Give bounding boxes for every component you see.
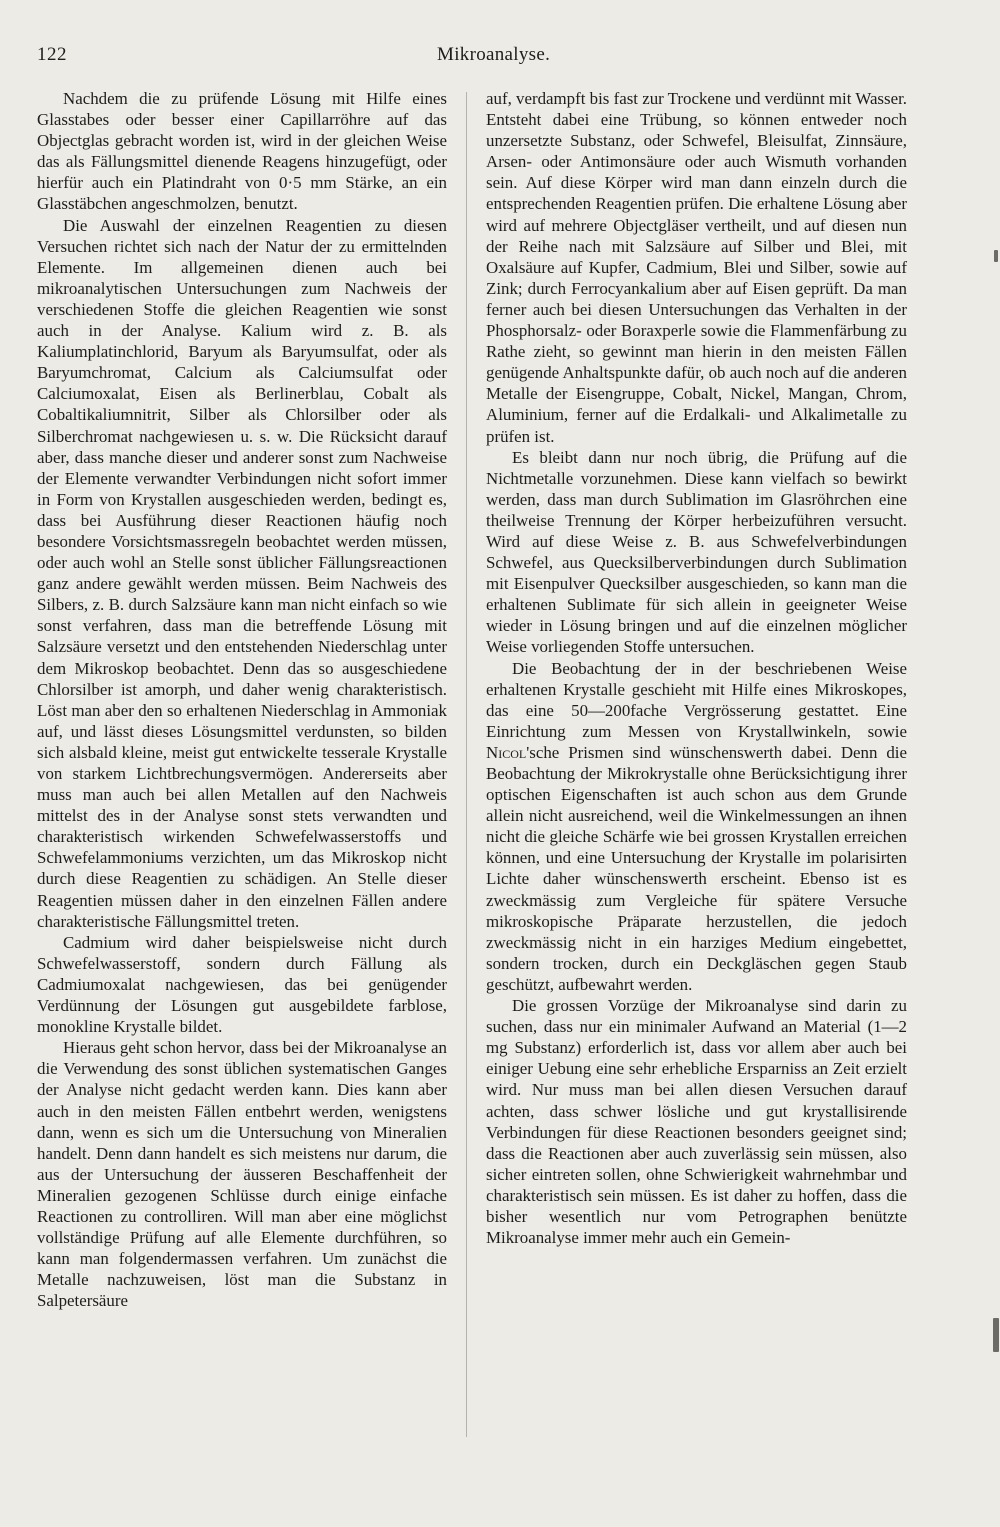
- paragraph: Cadmium wird daher beispielsweise nicht durch Schwefelwasserstoff, sondern durch Fällung als Cadmiumoxalat nachgewiesen, das bei genügender Verdünnung der Lösungen gut ausgebildete farblose, monokline Krystalle bildet.: [37, 932, 447, 1037]
- author-name: Nicol: [486, 742, 527, 762]
- paragraph: auf, verdampft bis fast zur Trockene und verdünnt mit Wasser. Entsteht dabei eine Trübung, so können entweder noch unzersetzte Substanz, oder Schwefel, Bleisulfat, Zinnsäure, Arsen- oder Antimonsäure oder auch Wismuth vorhanden sein. Auf diese Körper wird man dann einzeln durch die entsprechenden Reagentien prüfen. Die erhaltene Lösung aber wird auf mehrere Objectgläser vertheilt, und auf diesen nun der Reihe nach mit Salzsäure auf Silber und Blei, mit Oxalsäure auf Kupfer, Cadmium, Blei und Silber, sowie auf Zink; durch Ferrocyankalium aber auf Eisen geprüft. Da man ferner auch bei diesen Untersuchungen das Verhalten in der Phosphorsalz- oder Boraxperle sowie die Flammenfärbung zu Rathe zieht, so gewinnt man hierin in den meisten Fällen genügende Anhaltspunkte dafür, ob auch noch auf die anderen Metalle der Eisengruppe, Cobalt, Nickel, Mangan, Chrom, Aluminium, ferner auf die Erdalkali- und Alkalimetalle zu prüfen ist.: [486, 89, 907, 446]
- column-divider: [466, 92, 467, 1437]
- paragraph: Es bleibt dann nur noch übrig, die Prüfung auf die Nichtmetalle vorzunehmen. Diese kann vielfach so bewirkt werden, dass man durch Sublimation im Glasröhrchen eine theilweise Trennung der Körper herbeizuführen versucht. Wird auf diese Weise z. B. aus Schwefelverbindungen Schwefel, aus Quecksilberverbindungen durch Sublimation mit Eisenpulver Quecksilber ausgeschieden, so kann man die erhaltenen Sublimate für sich allein in geeigneter Weise wieder in Lösung bringen und auf die einzelnen möglicher Weise vorliegenden Stoffe untersuchen.: [486, 447, 907, 657]
- paragraph-text: Die Beobachtung der in der beschriebenen Weise erhaltenen Krystalle geschieht mit Hilfe eines Mikroskopes, das eine 50—200fache Vergrösserung gestattet. Eine Einrichtung zum Messen von Krystallwinkeln, sowie: [486, 658, 907, 741]
- running-title: Mikroanalyse.: [437, 44, 551, 65]
- paragraph: [486, 658, 907, 996]
- paragraph-text: 'sche Prismen sind wünschenswerth dabei. Denn die Beobachtung der Mikrokrystalle ohne Berücksichtigung ihrer optischen Eigenschaften ist auch schon aus dem Grunde allein nicht ausreichend, weil die Winkelmessungen an ihnen nicht die gleiche Schärfe wie bei grossen Krystallen erreichen können, und eine Untersuchung der Krystalle im polarisirten Lichte daher wünschenswerth erscheint. Ebenso ist es zweckmässig zum Vergleiche für spätere Versuche mikroskopische Präparate herzustellen, die jedoch zweckmässig nicht in ein harziges Medium eingebettet, sondern trocken, durch ein Deckgläschen gegen Staub geschützt, aufbewahrt werden.: [486, 742, 907, 994]
- page-edge-mark: [994, 250, 998, 262]
- paragraph: Nachdem die zu prüfende Lösung mit Hilfe eines Glasstabes oder besser einer Capillarröhre auf das Objectglas gebracht worden ist, wird in der gleichen Weise das als Fällungsmittel dienende Reagens hinzugefügt, oder hierfür auch ein Platindraht von 0·5 mm Stärke, an ein Glasstäbchen angeschmolzen, benutzt.: [37, 89, 447, 214]
- paragraph: Die Auswahl der einzelnen Reagentien zu diesen Versuchen richtet sich nach der Natur der zu ermittelnden Elemente. Im allgemeinen dienen auch bei mikroanalytischen Untersuchungen zum Nachweis der verschiedenen Stoffe die gleichen Reagentien wie sonst auch in der Analyse. Kalium wird z. B. als Kaliumplatinchlorid, Baryum als Baryumsulfat, oder als Baryumchromat, Calcium als Calciumsulfat oder Calciumoxalat, Eisen als Berlinerblau, Cobalt als Cobaltikaliumnitrit, Silber als Chlorsilber oder als Silberchromat nachgewiesen u. s. w. Die Rücksicht darauf aber, dass manche dieser und anderer sonst zum Nachweise der Elemente verwandter Verbindungen nicht sofort immer in Form von Krystallen ausgeschieden werden, bedingt es, dass bei Ausführung dieser Reactionen häufig noch besondere Vorsichtsmassregeln beobachtet werden müssen, oder auch wohl an Stelle sonst üblicher Fällungsreactionen ganz andere gewählt werden müssen. Beim Nachweis des Silbers, z. B. durch Salzsäure kann man nicht einfach so wie sonst verfahren, dass man die betreffende Lösung mit Salzsäure versetzt und den entstehenden Niederschlag unter dem Mikroskop beobachtet. Denn das so ausgeschiedene Chlorsilber ist amorph, und daher wenig charakteristisch. Löst man aber den so erhaltenen Niederschlag in Ammoniak auf, und lässt dieses Lösungsmittel verdunsten, so bilden sich alsbald kleine, meist gut entwickelte tesserale Krystalle von starkem Lichtbrechungsvermögen. Andererseits aber muss man auch bei allen Metallen auf den Nachweis mittelst des in der Analyse sonst stets verwandten und charakteristisch wirkenden Schwefelwasserstoffs und Schwefelammoniums verzichten, um das Mikroskop nicht durch diese Reagentien zu schädigen. An Stelle dieser Reagentien müssen daher in den einzelnen Fällen andere charakteristische Fällungsmittel treten.: [37, 215, 447, 931]
- paragraph: Die grossen Vorzüge der Mikroanalyse sind darin zu suchen, dass nur ein minimaler Aufwand an Material (1—2 mg Substanz) erforderlich ist, dass vor allem aber auch bei einiger Uebung eine sehr erhebliche Ersparniss an Zeit erzielt wird. Nur muss man bei allen diesen Versuchen darauf achten, dass schwer lösliche und gut krystallisirende Verbindungen für diese Reactionen besonders geeignet sind; dass die Reactionen aber auch zuverlässig sein müssen, also sicher eintreten sollen, ohne Schwierigkeit wahrnehmbar und charakteristisch sein müssen. Es ist daher zu hoffen, dass die bisher wesentlich nur vom Petrographen benützte Mikroanalyse immer mehr auch ein Gemein-: [486, 996, 907, 1248]
- right-column: [486, 88, 907, 1248]
- left-column: [37, 88, 447, 1311]
- page-edge-mark: [993, 1318, 999, 1352]
- page-number: 122: [37, 44, 67, 65]
- paragraph: Hieraus geht schon hervor, dass bei der Mikroanalyse an die Verwendung des sonst üblichen systematischen Ganges der Analyse nicht gedacht werden kann. Dies kann aber auch in den meisten Fällen entbehrt werden, wenigstens dann, wenn es sich um die Untersuchung von Mineralien handelt. Denn dann handelt es sich meistens nur darum, die aus der Untersuchung der äusseren Beschaffenheit der Mineralien gezogenen Schlüsse durch einige einfache Reactionen zu controlliren. Will man aber eine möglichst vollständige Prüfung auf alle Elemente durchführen, so kann man folgendermassen verfahren. Um zunächst die Metalle nachzuweisen, löst man die Substanz in Salpetersäure: [37, 1038, 447, 1311]
